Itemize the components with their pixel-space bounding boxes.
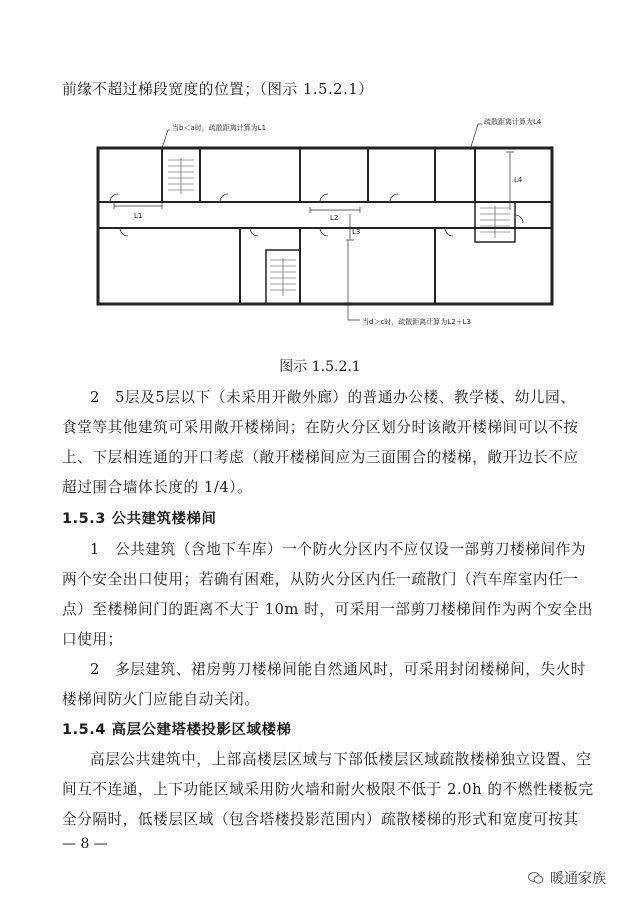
text-line: 2 5层及5层以下（未采用开敞外廊）的普通办公楼、教学楼、幼儿园、 xyxy=(90,389,576,406)
section-heading: 1.5.3 公共建筑楼梯间 xyxy=(62,511,217,527)
section-heading: 1.5.4 高层公建塔楼投影区域楼梯 xyxy=(62,722,292,738)
page-number: — 8 — xyxy=(62,836,108,852)
floor-plan-figure xyxy=(90,110,560,350)
label-top-right: 疏散距离计算为L4 xyxy=(484,118,542,126)
label-top-left: 当b＜a时，疏散距离计算为L1 xyxy=(172,124,267,132)
dim-l2: L2 xyxy=(330,214,339,222)
text-line: 全分隔时，低楼层区域（包含塔楼投影范围内）疏散楼梯的形式和宽度可按其 xyxy=(62,811,579,828)
text-line: 前缘不超过梯段宽度的位置；（图示 1.5.2.1） xyxy=(62,81,374,98)
text-line: 两个安全出口使用；若确有困难，从防火分区内任一疏散门（汽车库室内任一 xyxy=(62,571,579,588)
figure-caption: 图示 1.5.2.1 xyxy=(279,359,361,375)
text-line: 2 多层建筑、裙房剪刀楼梯间能自然通风时，可采用封闭楼梯间，失火时 xyxy=(90,661,587,678)
watermark xyxy=(528,868,606,888)
wechat-icon xyxy=(528,871,544,885)
text-line: 高层公共建筑中，上部高楼层区域与下部低楼层区域疏散楼梯独立设置、空 xyxy=(90,751,592,768)
text-line: 超过围合墙体长度的 1/4）。 xyxy=(62,479,253,496)
text-line: 口使用； xyxy=(62,631,123,648)
dim-l1: L1 xyxy=(134,212,143,220)
text-line: 间互不连通，上下功能区域采用防火墙和耐火极限不低于 2.0h 的不燃性楼板完 xyxy=(62,781,594,798)
text-line: 点）至楼梯间门的距离不大于 10m 时，可采用一部剪刀楼梯间作为两个安全出 xyxy=(62,601,593,618)
text-line: 上、下层相连通的开口考虑（敞开楼梯间应为三面围合的楼梯，敞开边长不应 xyxy=(62,449,579,466)
text-line: 楼梯间防火门应能自动关闭。 xyxy=(62,691,260,708)
text-line: 1 公共建筑（含地下车库）一个防火分区内不应仅设一部剪刀楼梯间作为 xyxy=(90,541,587,558)
dim-l4: L4 xyxy=(514,176,523,184)
watermark-text: 暖通家族 xyxy=(550,871,606,887)
text-line: 食堂等其他建筑可采用敞开楼梯间；在防火分区划分时该敞开楼梯间可以不按 xyxy=(62,419,579,436)
dim-l3: L3 xyxy=(352,228,361,236)
floor-plan-svg xyxy=(90,110,560,350)
label-bottom: 当d＞c时，疏散距离计算为L2＋L3 xyxy=(362,318,471,326)
